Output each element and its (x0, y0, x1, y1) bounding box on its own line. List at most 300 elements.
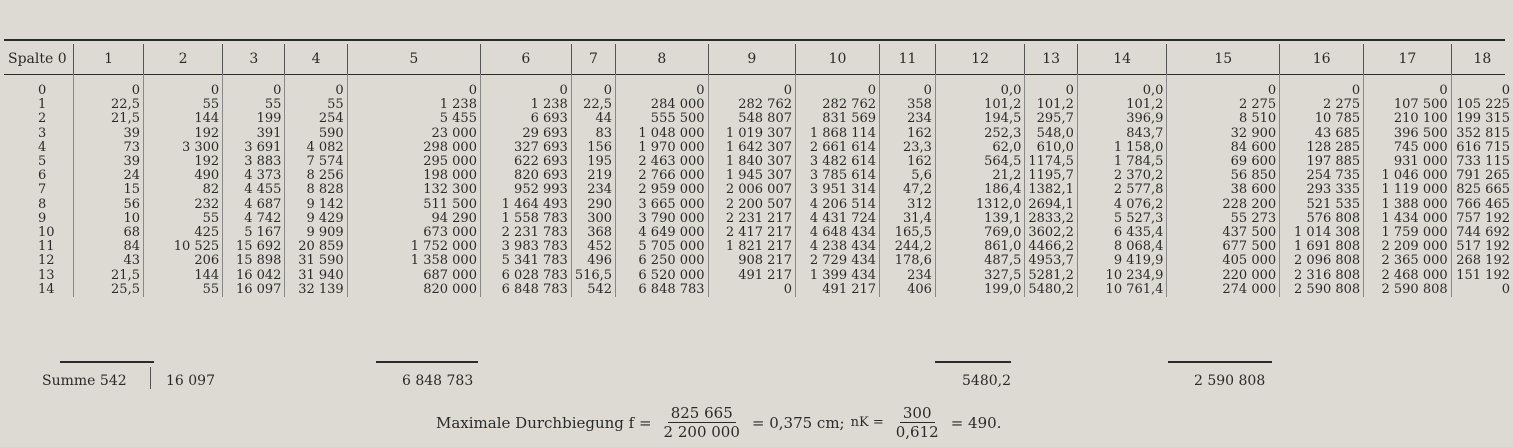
table-cell: 542 (571, 283, 615, 297)
table-cell: 38 600 (1167, 183, 1280, 197)
table-cell: 1 752 000 (347, 240, 480, 254)
table-cell: 192 (143, 155, 222, 169)
table-cell: 2 096 808 (1280, 254, 1364, 268)
table-cell: 616 715 (1451, 141, 1513, 155)
table-cell: 293 335 (1280, 183, 1364, 197)
table-cell: 282 762 (708, 98, 795, 112)
table-cell: 144 (143, 269, 222, 283)
table-cell: 820 000 (347, 283, 480, 297)
table-cell: 352 815 (1451, 127, 1513, 141)
table-cell: 254 735 (1280, 169, 1364, 183)
table-cell: 1 158,0 (1077, 141, 1167, 155)
column-header-2: 2 (143, 44, 222, 74)
table-cell: 7 574 (285, 155, 347, 169)
row-index-cell: 12 (38, 253, 55, 269)
table-cell: 0 (1364, 84, 1451, 98)
table-cell: 0 (571, 84, 615, 98)
table-cell: 210 100 (1364, 112, 1451, 126)
table-row (4, 269, 1513, 283)
data-table (4, 44, 1513, 297)
table-cell: 2 231 217 (708, 212, 795, 226)
table-cell: 132 300 (347, 183, 480, 197)
table-cell: 5 341 783 (480, 254, 571, 268)
summe-separator (150, 367, 151, 389)
table-cell: 73 (74, 141, 144, 155)
table-cell: 47,2 (880, 183, 936, 197)
table-cell: 8 510 (1167, 112, 1280, 126)
table-cell: 290 (571, 198, 615, 212)
table-cell: 6 028 783 (480, 269, 571, 283)
table-cell: 84 600 (1167, 141, 1280, 155)
row-index-cell: 10 (38, 225, 55, 241)
summe-col1: 542 (99, 373, 127, 389)
table-header-row (4, 44, 1513, 74)
table-cell: 610,0 (1025, 141, 1078, 155)
spacer-cell (708, 74, 795, 84)
table-cell: 0,0 (935, 84, 1024, 98)
table-cell: 744 692 (1451, 226, 1513, 240)
table-cell: 4 206 514 (796, 198, 880, 212)
table-cell: 5 527,3 (1077, 212, 1167, 226)
table-row (4, 141, 1513, 155)
table-cell: 6 435,4 (1077, 226, 1167, 240)
table-cell: 555 500 (616, 112, 709, 126)
table-cell: 1 759 000 (1364, 226, 1451, 240)
table-cell: 274 000 (1167, 283, 1280, 297)
table-cell: 0,0 (1077, 84, 1167, 98)
summe-underline-col12 (935, 361, 1011, 363)
table-cell: 268 192 (1451, 254, 1513, 268)
table-cell: 107 500 (1364, 98, 1451, 112)
table-cell: 20 859 (285, 240, 347, 254)
table-cell: 452 (571, 240, 615, 254)
table-cell: 199 315 (1451, 112, 1513, 126)
table-cell: 2 209 000 (1364, 240, 1451, 254)
summe-underline-col15 (1168, 361, 1272, 363)
table-cell: 10 785 (1280, 112, 1364, 126)
table-cell: 195 (571, 155, 615, 169)
table-cell: 2 275 (1280, 98, 1364, 112)
table-cell: 931 000 (1364, 155, 1451, 169)
table-cell: 1 691 808 (1280, 240, 1364, 254)
table-cell: 9 142 (285, 198, 347, 212)
table-cell: 4953,7 (1025, 254, 1078, 268)
table-cell: 4 742 (223, 212, 285, 226)
table-cell: 487,5 (935, 254, 1024, 268)
spacer-cell (480, 74, 571, 84)
table-cell: 9 429 (285, 212, 347, 226)
table-cell: 1 970 000 (616, 141, 709, 155)
table-cell: 517 192 (1451, 240, 1513, 254)
table-cell: 2 590 808 (1364, 283, 1451, 297)
summe-col2: 16 097 (166, 373, 215, 389)
table-cell: 4 238 434 (796, 240, 880, 254)
table-cell: 10 (74, 212, 144, 226)
table-cell: 496 (571, 254, 615, 268)
table-cell: 39 (74, 155, 144, 169)
table-cell: 861,0 (935, 240, 1024, 254)
table-cell: 6 848 783 (480, 283, 571, 297)
table-cell: 2 590 808 (1280, 283, 1364, 297)
table-cell: 82 (143, 183, 222, 197)
table-row (4, 155, 1513, 169)
table-cell: 405 000 (1167, 254, 1280, 268)
formula-prefix: Maximale Durchbiegung f = (436, 413, 652, 432)
table-cell: 234 (571, 183, 615, 197)
table-cell: 769,0 (935, 226, 1024, 240)
table-cell: 84 (74, 240, 144, 254)
table-cell: 162 (880, 155, 936, 169)
table-row (4, 212, 1513, 226)
column-header-11: 11 (880, 44, 936, 74)
row-index-cell: 6 (38, 168, 47, 184)
table-cell: 62,0 (935, 141, 1024, 155)
table-row (4, 127, 1513, 141)
table-cell: 1 840 307 (708, 155, 795, 169)
table-cell: 6 693 (480, 112, 571, 126)
table-cell: 23,3 (880, 141, 936, 155)
table-cell: 0 (1451, 84, 1513, 98)
column-header-13: 13 (1025, 44, 1078, 74)
table-cell: 1312,0 (935, 198, 1024, 212)
table-cell: 548,0 (1025, 127, 1078, 141)
table-cell: 3 983 783 (480, 240, 571, 254)
table-cell: 43 685 (1280, 127, 1364, 141)
table-cell: 4 648 434 (796, 226, 880, 240)
table-cell: 2 417 217 (708, 226, 795, 240)
table-cell: 55 (143, 283, 222, 297)
table-cell: 0 (708, 283, 795, 297)
table-cell: 3 665 000 (616, 198, 709, 212)
table-cell: 284 000 (616, 98, 709, 112)
table-cell: 843,7 (1077, 127, 1167, 141)
table-cell: 2833,2 (1025, 212, 1078, 226)
table-cell: 4466,2 (1025, 240, 1078, 254)
table-cell: 282 762 (796, 98, 880, 112)
table-cell: 491 217 (796, 283, 880, 297)
table-cell: 576 808 (1280, 212, 1364, 226)
summe-underline-col5 (376, 361, 478, 363)
table-cell: 16 097 (223, 283, 285, 297)
table-cell: 199,0 (935, 283, 1024, 297)
table-row (4, 98, 1513, 112)
table-row (4, 183, 1513, 197)
table-cell: 2 766 000 (616, 169, 709, 183)
column-header-9: 9 (708, 44, 795, 74)
table-cell: 9 419,9 (1077, 254, 1167, 268)
table-cell: 3 951 314 (796, 183, 880, 197)
table-cell: 15 898 (223, 254, 285, 268)
table-cell: 186,4 (935, 183, 1024, 197)
table-cell: 21,5 (74, 112, 144, 126)
table-cell: 1195,7 (1025, 169, 1078, 183)
table-cell: 0 (1025, 84, 1078, 98)
row-index-cell: 14 (38, 281, 55, 297)
table-cell: 29 693 (480, 127, 571, 141)
summe-underline-col1 (60, 361, 154, 363)
table-cell: 3 691 (223, 141, 285, 155)
table-cell: 831 569 (796, 112, 880, 126)
table-cell: 43 (74, 254, 144, 268)
table-cell: 757 192 (1451, 212, 1513, 226)
column-header-17: 17 (1364, 44, 1451, 74)
table-cell: 15 692 (223, 240, 285, 254)
table-cell: 0 (285, 84, 347, 98)
table-cell: 2 006 007 (708, 183, 795, 197)
table-cell: 1 434 000 (1364, 212, 1451, 226)
summe-col5: 6 848 783 (402, 373, 474, 389)
table-cell: 199 (223, 112, 285, 126)
table-cell: 0 (616, 84, 709, 98)
table-cell: 10 525 (143, 240, 222, 254)
table-cell: 55 (223, 98, 285, 112)
row-index-cell: 2 (38, 111, 47, 127)
table-cell: 0 (708, 84, 795, 98)
table-cell: 94 290 (347, 212, 480, 226)
table-cell: 151 192 (1451, 269, 1513, 283)
table-cell: 2 463 000 (616, 155, 709, 169)
deflection-formula (436, 404, 1001, 441)
table-cell: 165,5 (880, 226, 936, 240)
table-cell: 3 482 614 (796, 155, 880, 169)
f-numerator: 825 665 (668, 404, 736, 423)
table-row (4, 226, 1513, 240)
table-cell: 252,3 (935, 127, 1024, 141)
table-cell: 490 (143, 169, 222, 183)
table-cell: 4 649 000 (616, 226, 709, 240)
column-header-15: 15 (1167, 44, 1280, 74)
table-cell: 8 828 (285, 183, 347, 197)
table-cell: 101,2 (935, 98, 1024, 112)
table-cell: 312 (880, 198, 936, 212)
table-cell: 1 784,5 (1077, 155, 1167, 169)
table-cell: 21,2 (935, 169, 1024, 183)
table-cell: 6 250 000 (616, 254, 709, 268)
table-cell: 10 761,4 (1077, 283, 1167, 297)
table-cell: 2 275 (1167, 98, 1280, 112)
table-cell: 228 200 (1167, 198, 1280, 212)
table-cell: 516,5 (571, 269, 615, 283)
table-cell: 5480,2 (1025, 283, 1078, 297)
table-cell: 298 000 (347, 141, 480, 155)
table-cell: 0 (1167, 84, 1280, 98)
nk-result: = 490. (950, 413, 1002, 432)
table-cell: 2 316 808 (1280, 269, 1364, 283)
table-cell: 32 900 (1167, 127, 1280, 141)
table-cell: 2 468 000 (1364, 269, 1451, 283)
table-cell: 1 945 307 (708, 169, 795, 183)
table-cell: 2 231 783 (480, 226, 571, 240)
table-cell: 3 300 (143, 141, 222, 155)
table-cell: 10 234,9 (1077, 269, 1167, 283)
table-cell: 1 558 783 (480, 212, 571, 226)
table-cell: 178,6 (880, 254, 936, 268)
column-header-18: 18 (1451, 44, 1513, 74)
table-cell: 197 885 (1280, 155, 1364, 169)
table-cell: 908 217 (708, 254, 795, 268)
row-index-cell: 3 (38, 125, 47, 141)
table-cell: 1 046 000 (1364, 169, 1451, 183)
table-cell: 2 370,2 (1077, 169, 1167, 183)
table-cell: 219 (571, 169, 615, 183)
table-cell: 0 (480, 84, 571, 98)
table-cell: 733 115 (1451, 155, 1513, 169)
table-cell: 101,2 (1025, 98, 1078, 112)
table-cell: 8 068,4 (1077, 240, 1167, 254)
spacer-cell (796, 74, 880, 84)
table-cell: 437 500 (1167, 226, 1280, 240)
column-header-7: 7 (571, 44, 615, 74)
table-cell: 0 (1280, 84, 1364, 98)
table-cell: 1 358 000 (347, 254, 480, 268)
table-cell: 6 520 000 (616, 269, 709, 283)
table-cell: 2694,1 (1025, 198, 1078, 212)
column-header-3: 3 (223, 44, 285, 74)
table-cell: 1382,1 (1025, 183, 1078, 197)
table-cell: 5281,2 (1025, 269, 1078, 283)
table-cell: 391 (223, 127, 285, 141)
table-cell: 511 500 (347, 198, 480, 212)
table-cell: 2 661 614 (796, 141, 880, 155)
table-cell: 4 431 724 (796, 212, 880, 226)
table-cell: 4 373 (223, 169, 285, 183)
table-cell: 101,2 (1077, 98, 1167, 112)
table-cell: 406 (880, 283, 936, 297)
column-header-10: 10 (796, 44, 880, 74)
table-row (4, 112, 1513, 126)
summe-text: Summe (42, 373, 96, 389)
table-cell: 56 (74, 198, 144, 212)
table-cell: 5 705 000 (616, 240, 709, 254)
table-cell: 3 785 614 (796, 169, 880, 183)
table-cell: 0 (880, 84, 936, 98)
spacer-cell (616, 74, 709, 84)
table-row (4, 254, 1513, 268)
table-cell: 206 (143, 254, 222, 268)
table-cell: 83 (571, 127, 615, 141)
table-cell: 234 (880, 112, 936, 126)
table-row (4, 84, 1513, 98)
spacer-cell (1167, 74, 1280, 84)
table-cell: 1174,5 (1025, 155, 1078, 169)
table-cell: 244,2 (880, 240, 936, 254)
table-cell: 4 455 (223, 183, 285, 197)
table-cell: 358 (880, 98, 936, 112)
table-cell: 56 850 (1167, 169, 1280, 183)
f-denominator: 2 200 000 (663, 423, 740, 441)
table-cell: 295,7 (1025, 112, 1078, 126)
column-header-8: 8 (616, 44, 709, 74)
table-cell: 2 959 000 (616, 183, 709, 197)
table-cell: 300 (571, 212, 615, 226)
table-cell: 952 993 (480, 183, 571, 197)
table-cell: 425 (143, 226, 222, 240)
column-header-1: 1 (74, 44, 144, 74)
table-cell: 25,5 (74, 283, 144, 297)
table-cell: 327 693 (480, 141, 571, 155)
table-cell: 5 455 (347, 112, 480, 126)
table-row (4, 198, 1513, 212)
table-cell: 3602,2 (1025, 226, 1078, 240)
table-cell: 156 (571, 141, 615, 155)
table-cell: 5 167 (223, 226, 285, 240)
row-index-cell: 13 (38, 267, 55, 283)
row-index-cell: 11 (38, 239, 55, 255)
column-header-5: 5 (347, 44, 480, 74)
summe-label (42, 373, 127, 389)
table-cell: 396,9 (1077, 112, 1167, 126)
spacer-cell (347, 74, 480, 84)
table-cell: 1 464 493 (480, 198, 571, 212)
table-cell: 194,5 (935, 112, 1024, 126)
table-row (4, 283, 1513, 297)
table-cell: 68 (74, 226, 144, 240)
spacer-cell (1364, 74, 1451, 84)
table-cell: 55 (143, 212, 222, 226)
table-cell: 1 868 114 (796, 127, 880, 141)
table-cell: 548 807 (708, 112, 795, 126)
table-cell: 21,5 (74, 269, 144, 283)
table-cell: 1 019 307 (708, 127, 795, 141)
table-cell: 791 265 (1451, 169, 1513, 183)
table-cell: 2 729 434 (796, 254, 880, 268)
table-cell: 162 (880, 127, 936, 141)
table-row (4, 240, 1513, 254)
row-index-cell: 5 (38, 154, 47, 170)
table-cell: 5,6 (880, 169, 936, 183)
table-cell: 24 (74, 169, 144, 183)
summe-col15: 2 590 808 (1194, 373, 1266, 389)
table-cell: 0 (1451, 283, 1513, 297)
table-cell: 327,5 (935, 269, 1024, 283)
table-cell: 39 (74, 127, 144, 141)
column-header-14: 14 (1077, 44, 1167, 74)
table-cell: 128 285 (1280, 141, 1364, 155)
table-cell: 1 119 000 (1364, 183, 1451, 197)
table-cell: 0 (143, 84, 222, 98)
table-cell: 491 217 (708, 269, 795, 283)
table-cell: 4 076,2 (1077, 198, 1167, 212)
table-cell: 677 500 (1167, 240, 1280, 254)
table-cell: 0 (223, 84, 285, 98)
table-cell: 1 399 434 (796, 269, 880, 283)
table-cell: 2 365 000 (1364, 254, 1451, 268)
f-fraction (661, 404, 743, 441)
f-result: = 0,375 cm; (751, 413, 845, 432)
table-cell: 521 535 (1280, 198, 1364, 212)
table-cell: 31 940 (285, 269, 347, 283)
table-row (4, 169, 1513, 183)
table-cell: 766 465 (1451, 198, 1513, 212)
table-cell: 1 238 (480, 98, 571, 112)
row-index-cell: 1 (38, 97, 47, 113)
table-cell: 8 256 (285, 169, 347, 183)
table-cell: 44 (571, 112, 615, 126)
table-cell: 220 000 (1167, 269, 1280, 283)
table-cell: 105 225 (1451, 98, 1513, 112)
table-cell: 687 000 (347, 269, 480, 283)
table-cell: 9 909 (285, 226, 347, 240)
column-header-6: 6 (480, 44, 571, 74)
table-cell: 295 000 (347, 155, 480, 169)
table-cell: 2 577,8 (1077, 183, 1167, 197)
nk-numerator: 300 (900, 404, 935, 423)
table-cell: 16 042 (223, 269, 285, 283)
nk-denominator: 0,612 (895, 423, 939, 441)
table-cell: 232 (143, 198, 222, 212)
table-cell: 23 000 (347, 127, 480, 141)
row-index-cell: 4 (38, 139, 47, 155)
